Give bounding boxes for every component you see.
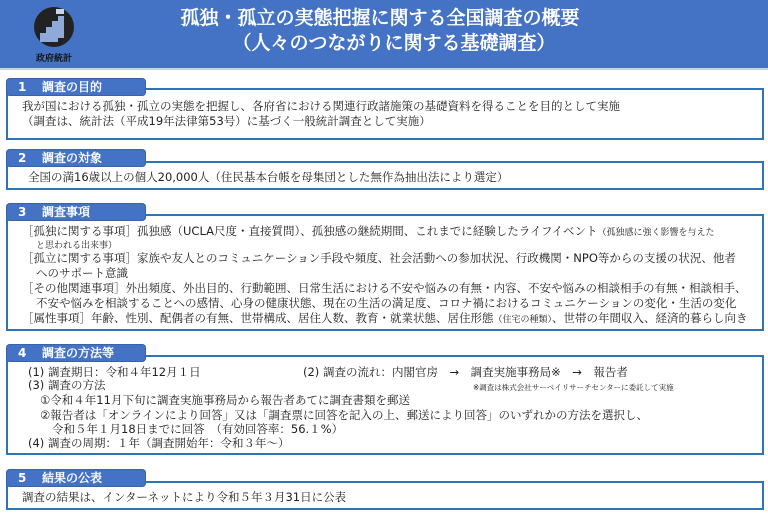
section-divider (146, 161, 764, 163)
item-attributes (22, 311, 748, 328)
method-title: (3) 調査の方法 (28, 378, 106, 392)
item-label: ［その他関連事項］ (22, 281, 126, 295)
section-title: 調査事項 (42, 205, 91, 219)
survey-flow: (2) 調査の流れ：内閣官房 → 調査実施事務局※ → 報告者 (303, 365, 628, 379)
item-isolation-cont: へのサポート意識 (36, 266, 128, 280)
item-note: （孤独感に強く影響を与えた (597, 228, 715, 238)
survey-date: (1) 調査期日：令和４年12月１日 (28, 365, 201, 379)
section-number: 2 (18, 151, 27, 165)
section-title: 調査の目的 (42, 80, 103, 94)
purpose-line-1: 我が国における孤独・孤立の実態を把握し、各府省における関連行政諸施策の基礎資料を得ることを目的として実施 (22, 99, 620, 113)
section-target-header (6, 149, 146, 167)
method-step-2-cont: 令和５年１月18日までに回答 （有効回答率：56.１%） (52, 422, 344, 436)
title-line-1: 孤独・孤立の実態把握に関する全国調査の概要 (180, 7, 580, 29)
publication-line-1: 調査の結果は、インターネットにより令和５年３月31日に公表 (22, 490, 347, 504)
method-step-2: ②報告者は「オンラインにより回答」又は「調査票に回答を記入の上、郵送により回答」のいずれかの方法を選択し、 (40, 408, 648, 422)
section-title: 調査の対象 (42, 151, 103, 165)
section-number: 5 (18, 471, 27, 485)
header-banner (0, 0, 768, 70)
method-step-1: ①令和４年11月下旬に調査実施事務局から報告者あてに調査書類を郵送 (40, 393, 410, 407)
government-statistics-logo (22, 4, 80, 66)
item-other-cont: 不安や悩みを相談することへの感情、心身の健康状態、現在の生活の満足度、コロナ禍におけるコミュニケーションの変化・生活の変化 (36, 296, 737, 310)
section-divider (146, 481, 764, 483)
page-title (120, 6, 640, 56)
item-loneliness-cont: と思われる出来事） (36, 241, 118, 251)
section-method-header (6, 344, 146, 362)
item-other (22, 281, 747, 296)
item-text: 孤独感（UCLA尺度・直接質問）、孤独感の継続期間、これまでに経験したライフイベント (137, 224, 598, 238)
item-loneliness (22, 224, 715, 241)
section-divider (146, 355, 764, 357)
section-number: 4 (18, 346, 27, 360)
target-line-1: 全国の満16歳以上の個人20,000人（住民基本台帳を母集団とした無作為抽出法により選定） (28, 170, 509, 184)
section-number: 1 (18, 80, 27, 94)
section-items-header (6, 203, 146, 221)
item-label: ［孤立に関する事項］ (22, 251, 137, 265)
logo-icon (34, 7, 74, 47)
section-title: 結果の公表 (42, 471, 103, 485)
logo-label: 政府統計 (35, 54, 72, 64)
section-divider (146, 214, 764, 216)
item-text: 家族や友人とのコミュニケーション手段や頻度、社会活動への参加状況、行政機関・NPO等からの支援の状況、他者 (137, 251, 736, 265)
item-tail: 、世帯の年間収入、経済的暮らし向き (552, 311, 748, 325)
survey-flow-note: ※調査は株式会社サーベイリサーチセンターに委託して実施 (473, 383, 674, 392)
item-isolation (22, 251, 736, 266)
item-note: （住宅の種類） (493, 315, 553, 325)
section-publication-header (6, 469, 146, 487)
survey-cycle: (4) 調査の周期：１年（調査開始年：令和３年～） (28, 436, 290, 450)
item-label: ［孤独に関する事項］ (22, 224, 137, 238)
item-text: 年齢、性別、配偶者の有無、世帯構成、居住人数、教育・就業状態、居住形態 (91, 311, 494, 325)
section-purpose-header (6, 78, 146, 96)
section-divider (146, 88, 764, 90)
item-label: ［属性事項］ (22, 311, 91, 325)
purpose-line-2: （調査は、統計法（平成19年法律第53号）に基づく一般統計調査として実施） (22, 114, 431, 128)
title-line-2: （人々のつながりに関する基礎調査） (232, 32, 556, 54)
item-text: 外出頻度、外出目的、行動範囲、日常生活における不安や悩みの有無・内容、不安や悩みの相談相手の有無・相談相手、 (125, 281, 747, 295)
section-title: 調査の方法等 (42, 346, 115, 360)
section-number: 3 (18, 205, 27, 219)
